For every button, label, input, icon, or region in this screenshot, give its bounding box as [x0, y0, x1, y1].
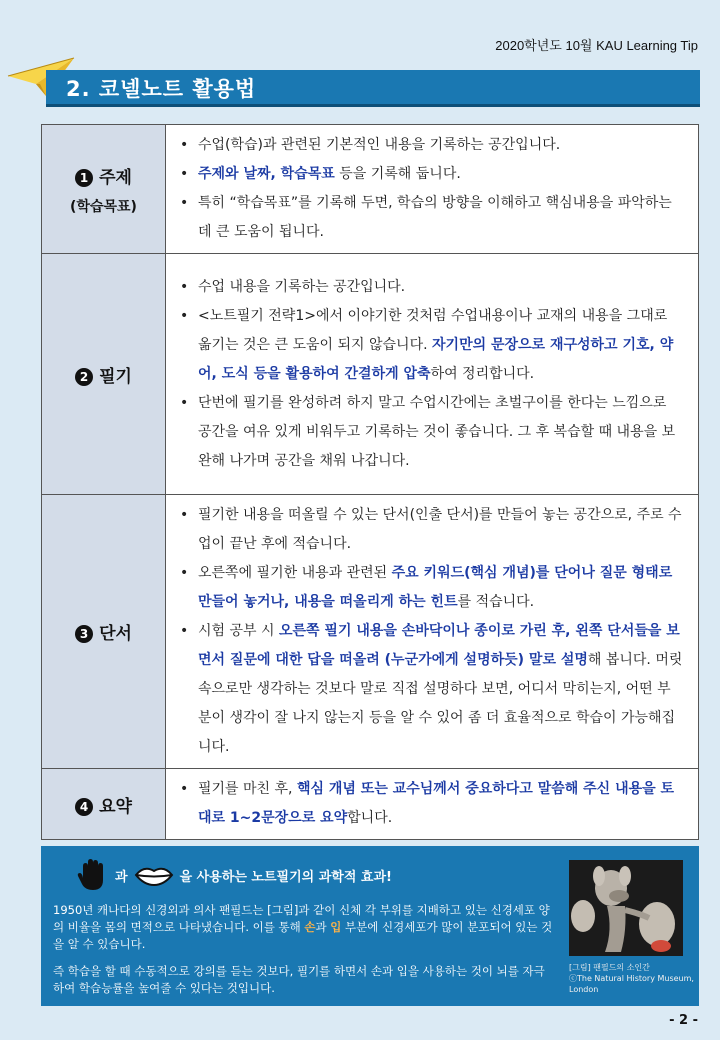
number-badge: 4 — [75, 798, 93, 816]
list-item — [198, 559, 684, 617]
item-text: <노트필기 전략1>에서 이야기한 것처럼 수업내용이나 교재의 내용을 그대로 옮기는 것은 큰 도움이 되지 않습니다. — [198, 307, 668, 353]
row-label: 주제 — [99, 167, 132, 188]
paragraph-text: 과 — [315, 920, 331, 934]
list-item — [198, 501, 684, 559]
row-label: 단서 — [99, 624, 132, 644]
row-label-notes — [42, 254, 166, 495]
table-row — [42, 125, 699, 254]
row-content-cues — [166, 495, 699, 769]
item-text: 필기한 내용을 떠올릴 수 있는 단서(인출 단서)를 만들어 놓는 공간으로, 주로 수업이 끝난 후에 적습니다. — [198, 507, 682, 552]
science-box — [41, 846, 699, 1006]
item-text: 수업(학습)과 관련된 기본적인 내용을 기록하는 공간입니다. — [198, 137, 561, 153]
item-highlight: 주제와 날짜, 학습목표 — [198, 166, 335, 182]
box-heading-text: 을 사용하는 노트필기의 과학적 효과! — [179, 869, 392, 885]
list-item — [198, 775, 684, 833]
row-content-notes — [166, 254, 699, 495]
page-number: - 2 - — [669, 1013, 698, 1028]
mouth-word: 입 — [330, 920, 342, 934]
hand-icon — [77, 858, 109, 892]
paragraph-text: 부분에 신경세포가 많이 분포되어 있는 것을 알 수 있습니다. — [53, 920, 553, 951]
box-heading — [77, 858, 392, 892]
item-highlight: 주요 키워드(핵심 개념)를 단어나 질문 형태로 만들어 놓거나, 내용을 떠올리게 하는 힌트 — [198, 565, 673, 610]
row-label-summary — [42, 769, 166, 840]
table-row — [42, 495, 699, 769]
section-title: 2. 코넬노트 활용법 — [66, 77, 257, 101]
hand-word: 손 — [304, 920, 316, 934]
cornell-notes-table — [41, 124, 699, 840]
caption-title: [그림] 팬필드의 소인간 — [569, 963, 650, 972]
item-text: 합니다. — [347, 810, 393, 826]
item-text: 등을 기록해 둡니다. — [334, 166, 461, 182]
row-label-topic — [42, 125, 166, 254]
number-badge: 2 — [75, 368, 93, 386]
caption-credit: ⓒThe Natural History Museum, London — [569, 974, 694, 994]
item-text: 수업 내용을 기록하는 공간입니다. — [198, 278, 406, 295]
homunculus-figure — [569, 860, 683, 956]
table-row — [42, 769, 699, 840]
list-item — [198, 189, 684, 247]
homunculus-image — [569, 860, 683, 956]
item-highlight: 핵심 개념 또는 교수님께서 중요하다고 말씀해 주신 내용을 토대로 1~2문장으로 요약 — [198, 781, 675, 826]
row-label-cues — [42, 495, 166, 769]
box-heading-and: 과 — [115, 869, 128, 885]
row-content-summary — [166, 769, 699, 840]
item-highlight: 자기만의 문장으로 재구성하고 기호, 약어, 도식 등을 활용하여 간결하게 압축 — [198, 336, 674, 382]
item-text: 하여 정리합니다. — [430, 365, 535, 382]
item-highlight: 오른쪽 필기 내용을 손바닥이나 종이로 가린 후, 왼쪽 단서들을 보면서 질문에 대한 답을 떠올려 (누군가에게 설명하듯) 말로 설명 — [198, 623, 680, 668]
box-body — [53, 902, 553, 1007]
list-item — [198, 131, 684, 160]
box-paragraph-1 — [53, 902, 553, 953]
row-content-topic — [166, 125, 699, 254]
header-tip: 2020학년도 10월 KAU Learning Tip — [495, 38, 698, 53]
item-text: 를 적습니다. — [457, 594, 535, 610]
item-text: 특히 “학습목표”를 기록해 두면, 학습의 방향을 이해하고 핵심내용을 파악하는데 큰 도움이 됩니다. — [198, 195, 672, 240]
list-item — [198, 302, 684, 389]
item-text: 필기를 마친 후, — [198, 781, 297, 797]
row-label: 요약 — [99, 796, 132, 817]
list-item — [198, 389, 684, 476]
table-row — [42, 254, 699, 495]
number-badge: 3 — [75, 625, 93, 643]
item-text: 해 봅니다. 머릿속으로만 생각하는 것보다 말로 직접 설명하다 보면, 어디서 막히는지, 어떤 부분이 생각이 잘 나지 않는지 등을 알 수 있어 좀 더 효율적으로 학습이 가능해집니다. — [198, 652, 683, 755]
number-badge: 1 — [75, 169, 93, 187]
list-item — [198, 160, 684, 189]
list-item — [198, 273, 684, 302]
row-sublabel: (학습목표) — [70, 198, 137, 215]
box-paragraph-2: 즉 학습을 할 때 수동적으로 강의를 듣는 것보다, 필기를 하면서 손과 입을 사용하는 것이 뇌를 자극하여 학습능률을 높여줄 수 있다는 것입니다. — [53, 964, 545, 995]
item-text: 단번에 필기를 완성하려 하지 말고 수업시간에는 초벌구이를 한다는 느낌으로 공간을 여유 있게 비워두고 기록하는 것이 좋습니다. 그 후 복습할 때 내용을 보완해 나가며 공간을 채워 나갑니다. — [198, 394, 676, 469]
item-text: 시험 공부 시 — [198, 623, 279, 639]
paragraph-text: 1950년 캐나다의 신경외과 의사 팬필드는 [그림]과 같이 신체 각 부위를 지배하고 있는 신경세포 양의 비율을 몸의 면적으로 나타냈습니다. 이를 통해 — [53, 903, 550, 934]
list-item — [198, 617, 684, 762]
lips-icon — [134, 863, 174, 887]
figure-caption — [569, 962, 695, 995]
item-text: 오른쪽에 필기한 내용과 관련된 — [198, 565, 392, 581]
row-label: 필기 — [99, 366, 132, 387]
section-title-bar — [46, 70, 700, 104]
